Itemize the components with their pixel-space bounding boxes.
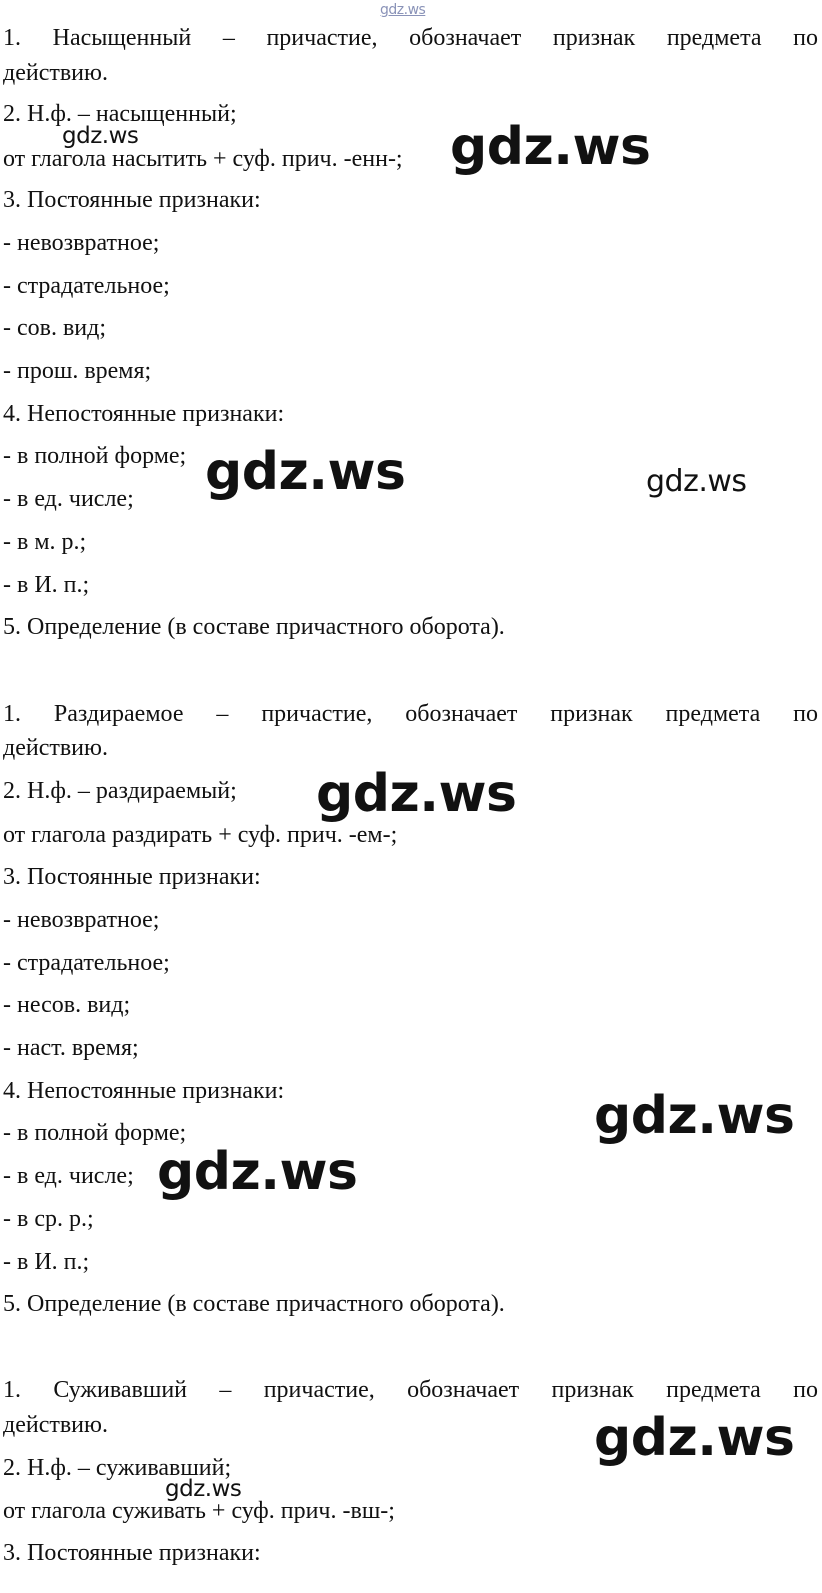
block1-line3: 2. Н.ф. – насыщенный; [3, 101, 237, 127]
block2-line14: - в И. п.; [3, 1249, 90, 1275]
watermark-large-1: gdz.ws [450, 117, 651, 177]
watermark-large-5: gdz.ws [157, 1142, 358, 1202]
block2-line2: действию. [3, 735, 108, 761]
block2-line13: - в ср. р.; [3, 1206, 94, 1232]
block1-line10: 4. Непостоянные признаки: [3, 401, 285, 427]
watermark-large-2: gdz.ws [205, 442, 406, 502]
block2-line10: 4. Непостоянные признаки: [3, 1078, 285, 1104]
watermark-top: gdz.ws [380, 2, 426, 18]
block2-line15: 5. Определение (в составе причастного оборота). [3, 1291, 505, 1317]
block3-line4: от глагола суживать + суф. прич. -вш-; [3, 1498, 395, 1524]
block3-line2: действию. [3, 1412, 108, 1438]
block1-line12: - в ед. числе; [3, 486, 134, 512]
block2-line11: - в полной форме; [3, 1120, 187, 1146]
watermark-large-4: gdz.ws [594, 1086, 795, 1146]
block1-line1: 1. Насыщенный – причастие, обозначает признак предмета по [3, 25, 818, 51]
watermark-large-6: gdz.ws [594, 1408, 795, 1468]
block2-line1: 1. Раздираемое – причастие, обозначает признак предмета по [3, 701, 818, 727]
block2-line9: - наст. время; [3, 1035, 139, 1061]
block2-line6: - невозвратное; [3, 907, 160, 933]
watermark-small-2: gdz.ws [165, 1476, 242, 1502]
block2-line5: 3. Постоянные признаки: [3, 864, 261, 890]
block1-line13: - в м. р.; [3, 529, 87, 555]
block1-line4: от глагола насытить + суф. прич. -енн-; [3, 146, 403, 172]
watermark-small-1: gdz.ws [62, 123, 139, 149]
block2-line4: от глагола раздирать + суф. прич. -ем-; [3, 822, 398, 848]
block1-line7: - страдательное; [3, 273, 170, 299]
block3-line1: 1. Суживавший – причастие, обозначает признак предмета по [3, 1377, 818, 1403]
watermark-large-3: gdz.ws [316, 764, 517, 824]
block1-line6: - невозвратное; [3, 230, 160, 256]
block2-line12: - в ед. числе; [3, 1163, 134, 1189]
block1-line9: - прош. время; [3, 358, 152, 384]
block2-line8: - несов. вид; [3, 992, 131, 1018]
block1-line5: 3. Постоянные признаки: [3, 187, 261, 213]
watermark-medium-1: gdz.ws [646, 464, 747, 499]
block1-line8: - сов. вид; [3, 315, 107, 341]
block2-line7: - страдательное; [3, 950, 170, 976]
block2-line3: 2. Н.ф. – раздираемый; [3, 778, 237, 804]
block1-line11: - в полной форме; [3, 443, 187, 469]
block3-line5: 3. Постоянные признаки: [3, 1540, 261, 1566]
block3-line3: 2. Н.ф. – суживавший; [3, 1455, 232, 1481]
block1-line14: - в И. п.; [3, 572, 90, 598]
block1-line2: действию. [3, 60, 108, 86]
block1-line15: 5. Определение (в составе причастного оборота). [3, 614, 505, 640]
